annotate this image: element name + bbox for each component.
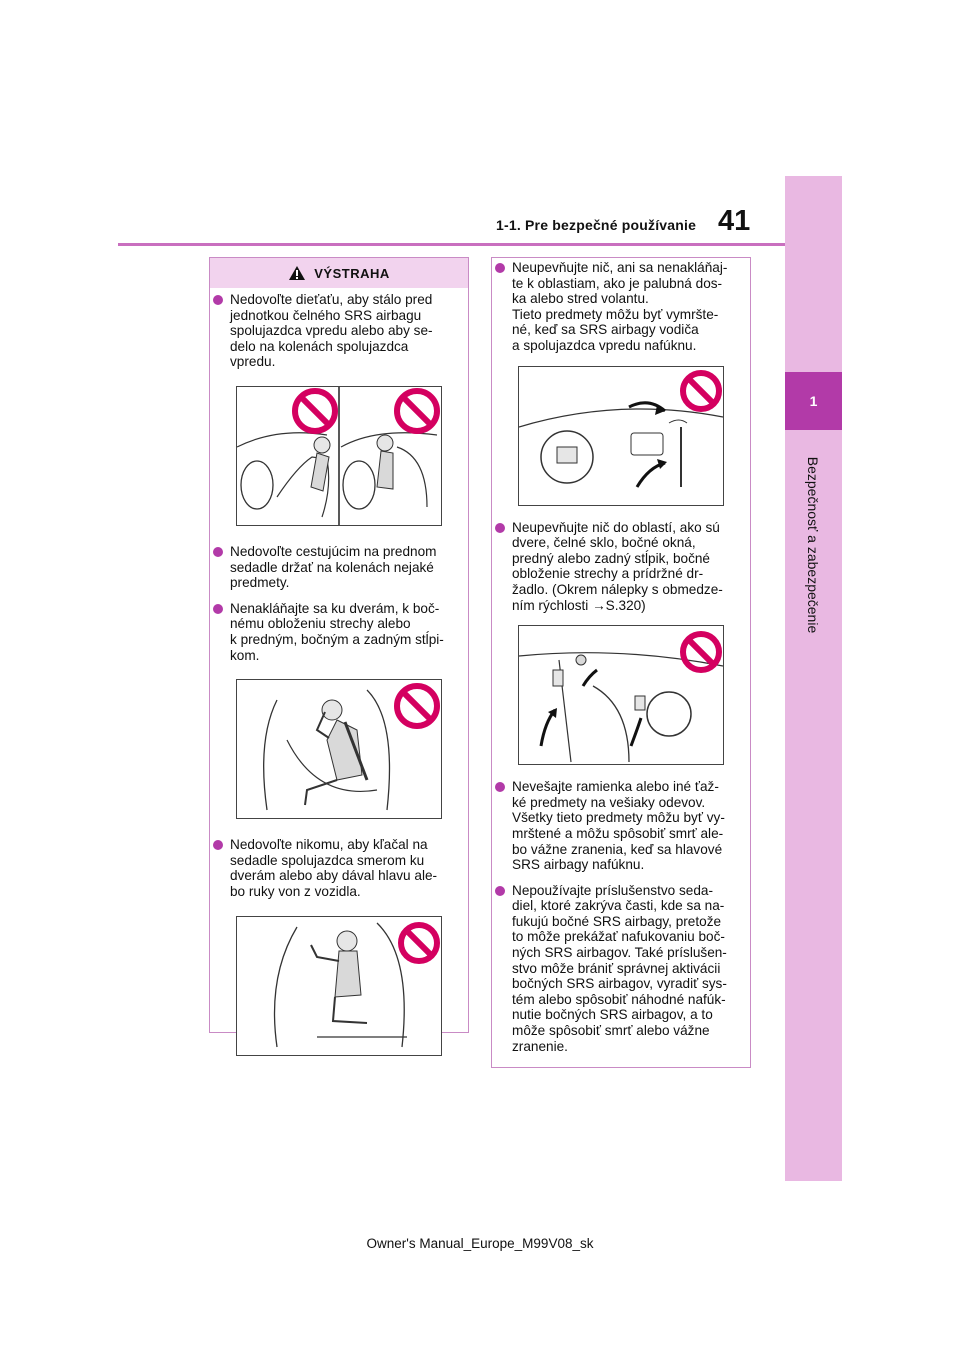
warning-item bbox=[495, 779, 744, 873]
warning-item-text: Nedovoľte nikomu, aby kľačal na sedadle spolujazdca smerom ku dverám alebo aby dával hlavu ale- bo ruky von z vozidla. bbox=[230, 837, 438, 899]
bullet-icon bbox=[213, 604, 223, 614]
bullet-icon bbox=[213, 840, 223, 850]
bullet-icon bbox=[213, 547, 223, 557]
illustration-child-standing bbox=[236, 386, 442, 526]
header-rule bbox=[118, 243, 785, 246]
warning-box-left bbox=[209, 257, 469, 1033]
warning-item bbox=[213, 837, 462, 899]
bullet-icon bbox=[213, 295, 223, 305]
warning-item-text: Neupevňujte nič do oblastí, ako sú dvere, čelné sklo, bočné okná, predný alebo zadný stĺpik, bočné obloženie strechy a prídržné dr- žadlo. (Okrem nálepky s obmedze- ním rýchlosti →S.320) bbox=[512, 519, 723, 613]
chapter-title: Bezpečnosť a zabezpečenie bbox=[805, 456, 821, 634]
warning-item-text: Nepoužívajte príslušenstvo seda- diel, ktoré zakrýva časti, kde sa na- fukujú bočné SRS airbagy, pretože to môže prekážať nafukovaniu boč- ných SRS airbagov. Také príslušen- stvo môže brániť správnej aktivácii bočných SRS airbagov, vyradiť sys- tém alebo spôsobiť náhodné nafúk- nutie bočných SRS airbagov, a to môže spôsobiť smrť alebo vážne zranenie. bbox=[512, 882, 727, 1054]
bullet-icon bbox=[495, 782, 505, 792]
warning-item-text: Nedovoľte cestujúcim na prednom sedadle držať na kolenách nejaké predmety. bbox=[230, 543, 437, 591]
warning-title: VÝSTRAHA bbox=[314, 265, 390, 281]
warning-item-text: Neupevňujte nič, ani sa nenakláňaj- te k oblastiam, ako je palubná dos- ka alebo stred volantu. Tieto predmety môžu byť vymršte- né, keď sa SRS airbagy vodiča a spolujazdca vpredu nafúknu. bbox=[512, 260, 728, 353]
warning-item bbox=[213, 544, 462, 591]
illustration-dashboard-objects bbox=[518, 366, 724, 506]
chapter-number: 1 bbox=[809, 393, 818, 409]
warning-item bbox=[495, 883, 744, 1055]
warning-item-text: Nevešajte ramienka alebo iné ťaž- ké predmety na vešiaky odevov. Všetky tieto predmety môžu byť vy- mrštené a môžu spôsobiť smrť ale- bo vážne zranenia, keď sa hlavové SRS airbagy nafúknu. bbox=[512, 779, 725, 873]
illustration-kneeling-on-seat bbox=[236, 916, 442, 1056]
footer-manual-id: Owner's Manual_Europe_M99V08_sk bbox=[366, 1236, 594, 1251]
warning-triangle-icon bbox=[288, 265, 306, 281]
warning-item bbox=[495, 520, 744, 614]
warning-box-right bbox=[491, 257, 751, 1068]
warning-item bbox=[213, 292, 462, 370]
section-title: 1-1. Pre bezpečné používanie bbox=[496, 217, 697, 233]
bullet-icon bbox=[495, 886, 505, 896]
warning-header bbox=[210, 258, 468, 288]
chapter-number-badge[interactable] bbox=[785, 372, 842, 430]
illustration-door-pillar-objects bbox=[518, 625, 724, 765]
warning-item-text: Nenakláňajte sa ku dverám, k boč- nému obloženiu strechy alebo k predným, bočným a zadným stĺpi- kom. bbox=[230, 600, 444, 663]
bullet-icon bbox=[495, 523, 505, 533]
bullet-icon bbox=[495, 263, 505, 273]
warning-item-text: Nedovoľte dieťaťu, aby stálo pred jednotkou čelného SRS airbagu spolujazdca vpredu alebo aby se- delo na kolenách spolujazdca vpredu. bbox=[230, 292, 433, 370]
chapter-side-tab bbox=[785, 176, 842, 1181]
illustration-leaning-on-door bbox=[236, 679, 442, 819]
page-number: 41 bbox=[718, 205, 751, 237]
warning-item bbox=[495, 260, 744, 354]
warning-item bbox=[213, 601, 462, 663]
